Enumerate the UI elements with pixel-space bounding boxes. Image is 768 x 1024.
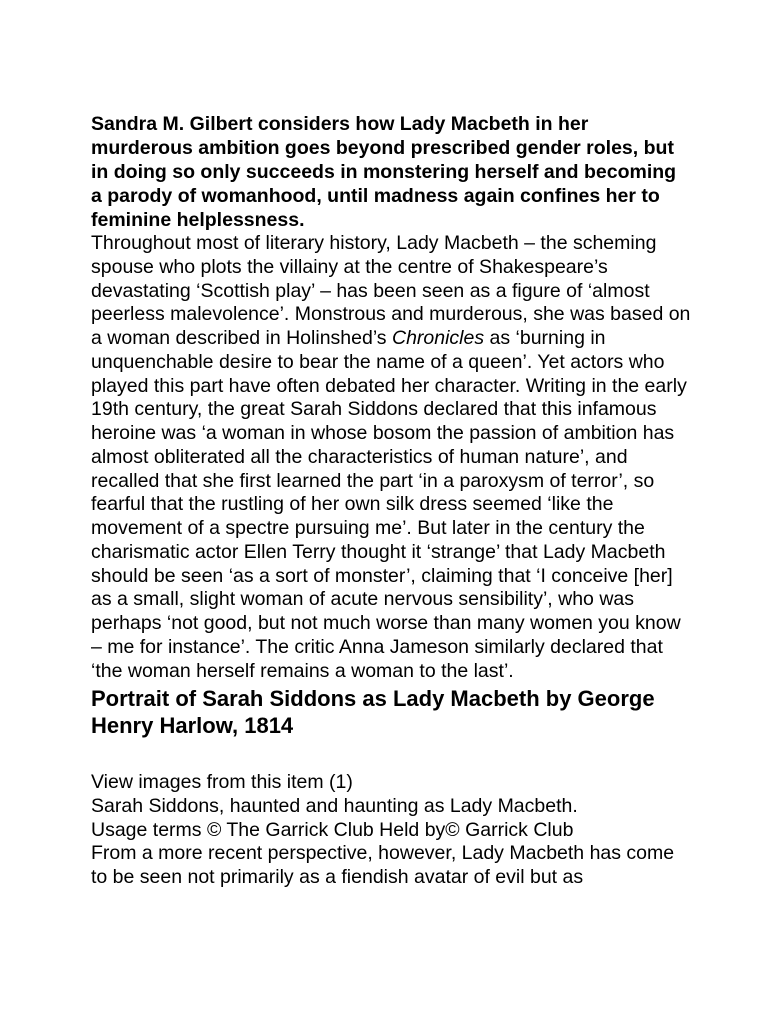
article-paragraph-2: From a more recent perspective, however, Lady Macbeth has come to be seen not primarily as a fiendish avatar of evil but as [91,842,675,888]
view-images-link[interactable]: View images from this item (1) [91,771,353,794]
image-caption: Sarah Siddons, haunted and haunting as Lady Macbeth. [91,795,578,818]
paragraph-1-text-end: as ‘burning in unquenchable desire to bear the name of a queen’. Yet actors who played this part have often debated her character. Writing in the early 19th century, the great Sarah Siddons declared that this infamous heroine was ‘a woman in whose bosom the passion of ambition has almost obliterated all the characteristics of human nature’, and recalled that she first learned the part ‘in a paroxysm of terror’, so fearful that the rustling of her own silk dress seemed ‘like the movement of a spectre pursuing me’. But later in the century the charismatic actor Ellen Terry thought it ‘strange’ that Lady Macbeth should be seen ‘as a sort of monster’, claiming that ‘I conceive [her] as a small, slight woman of acute nervous sensibility’, who was perhaps ‘not good, but not much worse than many women you know – me for instance’. The critic Anna Jameson similarly declared that ‘the woman herself remains a woman to the last’. [91,327,687,682]
usage-terms: Usage terms © The Garrick Club Held by© Garrick Club [91,819,574,842]
image-spacer [91,739,691,770]
chronicles-title: Chronicles [391,327,485,349]
paragraph-1-text-start: Throughout most of literary history, Lady Macbeth – the scheming spouse who plots the villainy at the centre of Shakespeare’s devastating ‘Scottish play’ – has been seen as a figure of ‘almost peerless malevolence’. Monstrous and murderous, she was based on a woman described in Holinshed’s [91,232,691,349]
article [91,111,691,890]
article-standfirst: Sandra M. Gilbert considers how Lady Macbeth in her murderous ambition goes beyond prescribed gender roles, but in doing so only succeeds in monstering herself and becoming a parody of womanhood, until madness again confines her to feminine helplessness. [91,113,677,231]
image-heading: Portrait of Sarah Siddons as Lady Macbeth by George Henry Harlow, 1814 [91,686,655,739]
article-paragraph-1 [91,232,691,683]
